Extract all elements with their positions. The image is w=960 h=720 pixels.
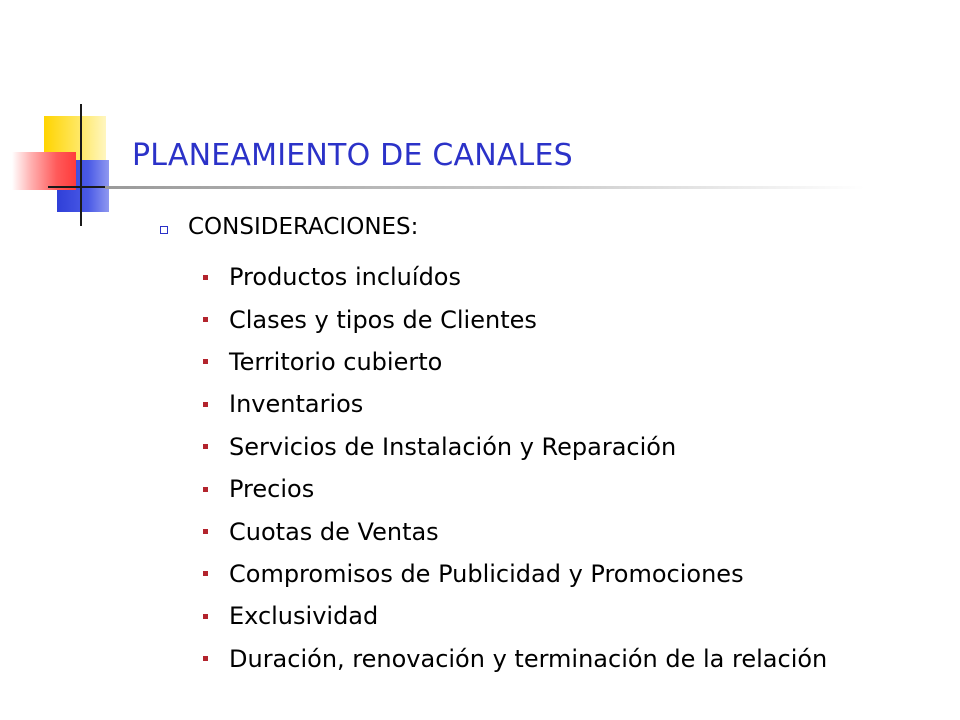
list-item-text: Territorio cubierto xyxy=(229,347,443,376)
considerations-list xyxy=(203,256,827,680)
list-item xyxy=(203,553,827,595)
red-bar-decoration xyxy=(12,152,76,190)
list-item xyxy=(203,341,827,383)
list-item-text: Inventarios xyxy=(229,390,364,419)
list-item-text: Duración, renovación y terminación de la relación xyxy=(229,644,828,673)
list-item xyxy=(203,510,827,552)
filled-square-bullet-icon xyxy=(203,275,208,280)
filled-square-bullet-icon xyxy=(203,614,208,619)
list-item-text: Exclusividad xyxy=(229,602,379,631)
filled-square-bullet-icon xyxy=(203,656,208,661)
filled-square-bullet-icon xyxy=(203,444,208,449)
list-item xyxy=(203,595,827,637)
filled-square-bullet-icon xyxy=(203,571,208,576)
filled-square-bullet-icon xyxy=(203,359,208,364)
list-item xyxy=(203,383,827,425)
list-item xyxy=(203,298,827,340)
filled-square-bullet-icon xyxy=(203,317,208,322)
list-item-text: Productos incluídos xyxy=(229,263,461,292)
list-item-text: Clases y tipos de Clientes xyxy=(229,305,537,334)
list-item xyxy=(203,468,827,510)
list-item-text: Precios xyxy=(229,475,315,504)
section-heading-text: CONSIDERACIONES: xyxy=(188,214,419,240)
square-bullet-icon xyxy=(160,226,168,234)
filled-square-bullet-icon xyxy=(203,529,208,534)
title-underline xyxy=(105,186,865,189)
slide-title: PLANEAMIENTO DE CANALES xyxy=(132,138,573,173)
vertical-line-decoration xyxy=(80,104,82,226)
list-item xyxy=(203,426,827,468)
filled-square-bullet-icon xyxy=(203,487,208,492)
corner-decoration xyxy=(0,0,140,230)
section-heading xyxy=(160,214,418,240)
list-item xyxy=(203,256,827,298)
list-item xyxy=(203,638,827,680)
list-item-text: Compromisos de Publicidad y Promociones xyxy=(229,559,744,588)
list-item-text: Servicios de Instalación y Reparación xyxy=(229,432,677,461)
list-item-text: Cuotas de Ventas xyxy=(229,517,439,546)
filled-square-bullet-icon xyxy=(203,402,208,407)
